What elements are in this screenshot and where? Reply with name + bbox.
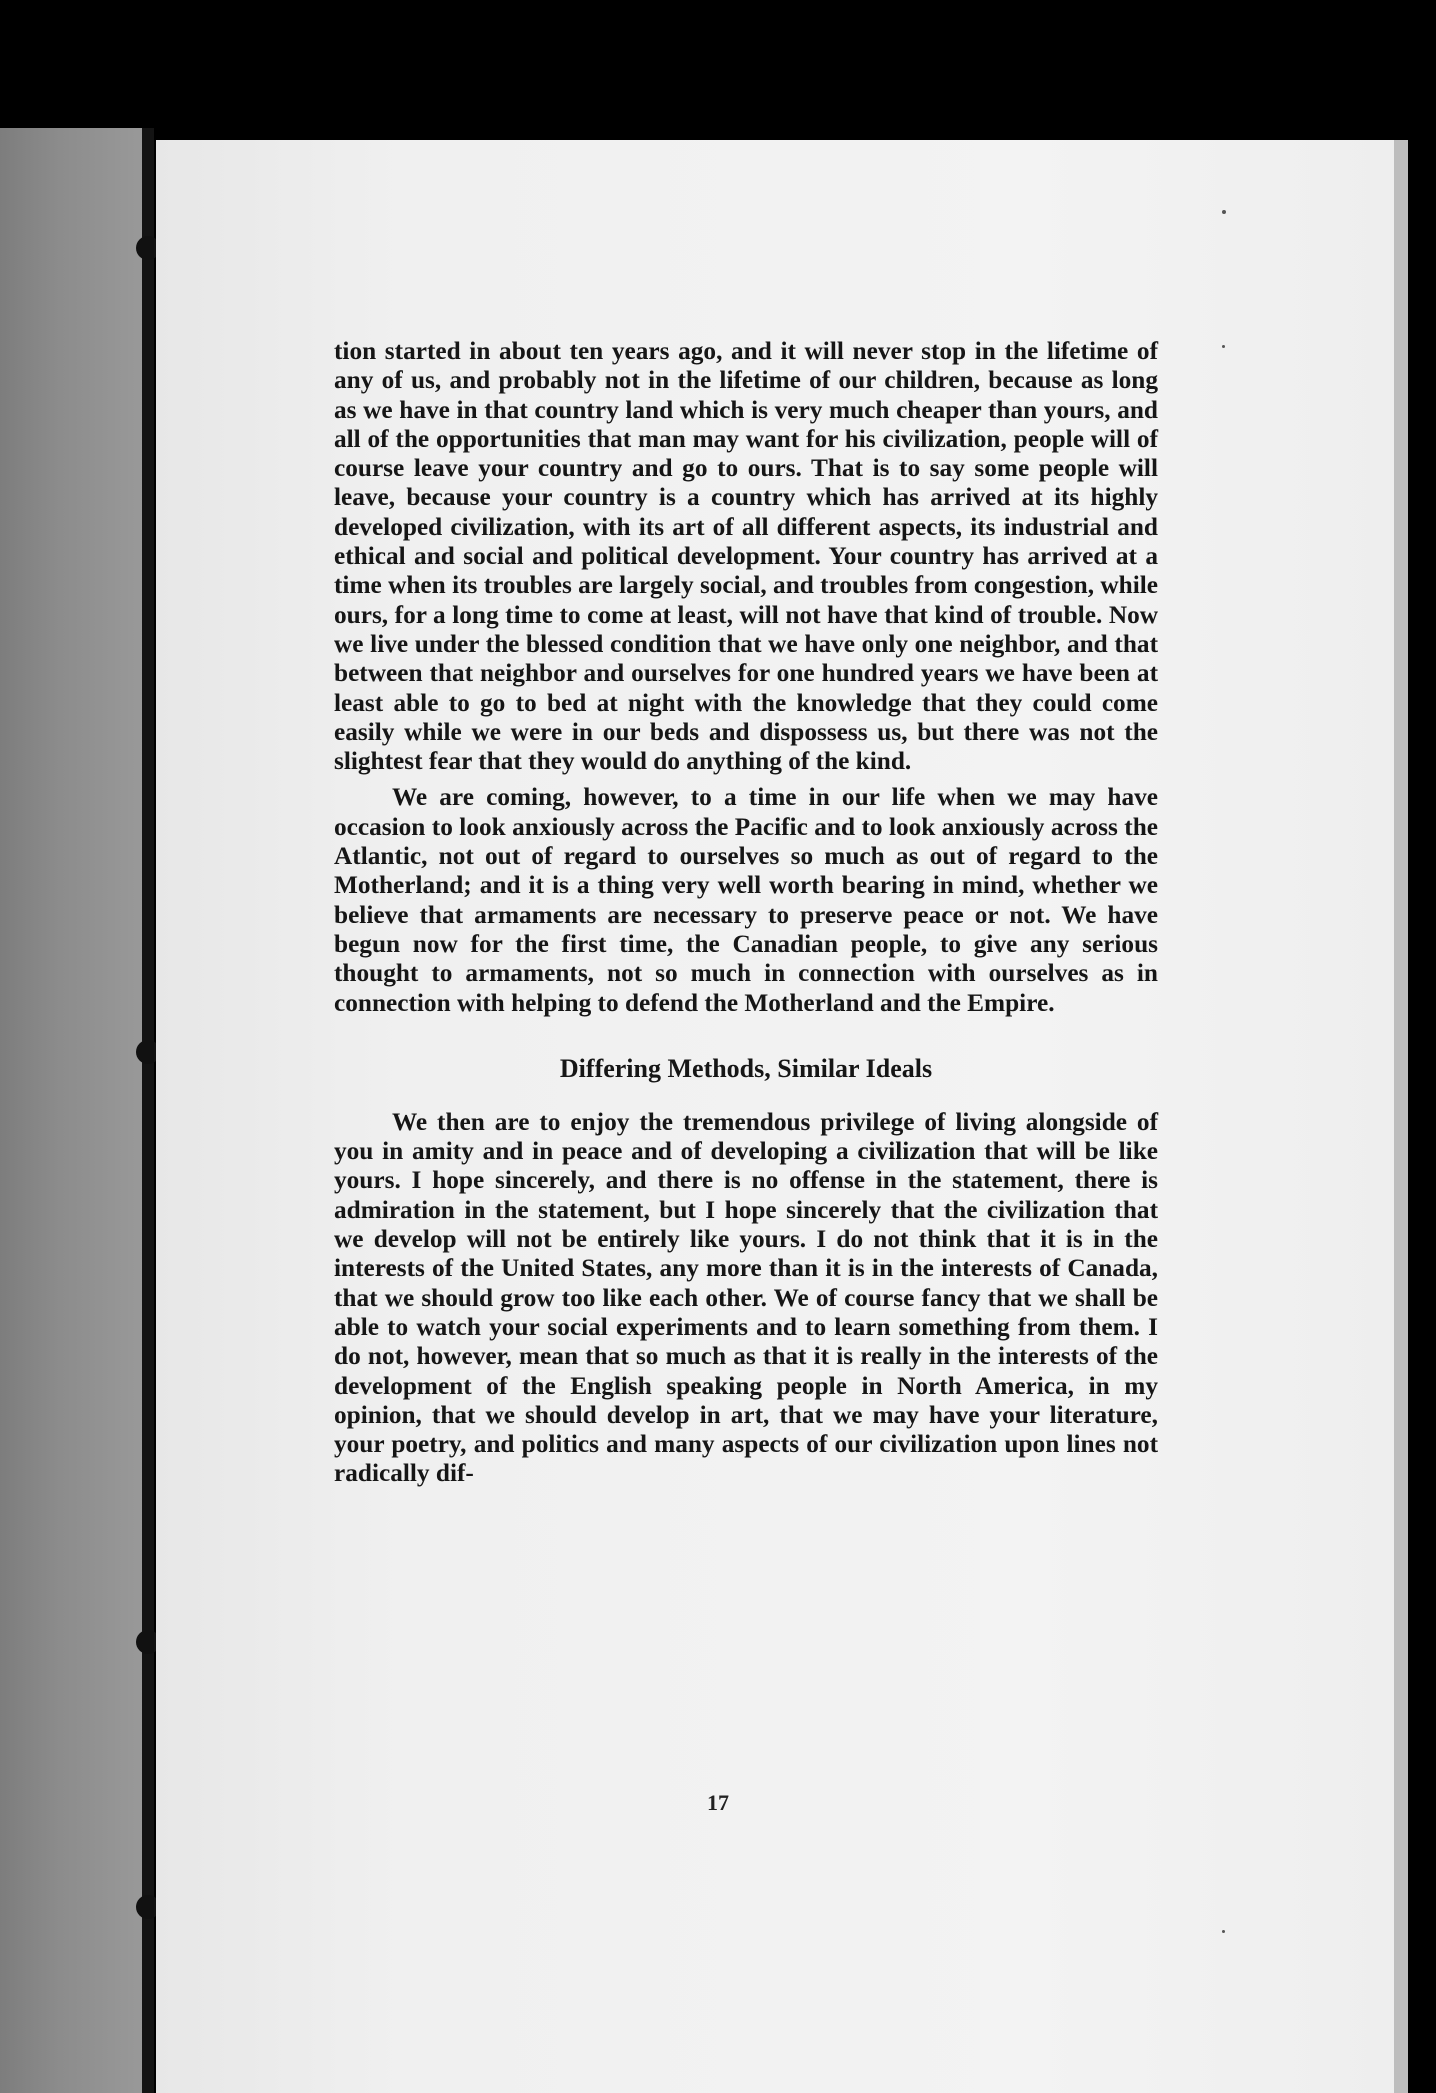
page-number: 17 — [707, 1790, 729, 1815]
section-heading: Differing Methods, Similar Ideals — [559, 1053, 933, 1083]
scan-speck — [1222, 1930, 1225, 1933]
scan-speck — [1222, 210, 1226, 214]
paragraph: We are coming, however, to a time in our life when we may have occasion to look anxiously across the Pacific and to look anxiously across the Atlantic, not out of regard to ourselves so much as out of regard to the Motherland; and it is a thing very well worth bearing in mind, whether we believe that armaments are necessary to preserve peace or not. We have begun now for the first time, the Canadian people, to give any serious thought to armaments, not so much in connection with ourselves as in connection with helping to defend the Motherland and the Empire. — [334, 783, 1158, 1017]
scan-speck — [1222, 345, 1225, 348]
body-text — [334, 337, 1158, 1489]
paragraph: We then are to enjoy the tremendous privilege of living alongside of you in amity and in peace and of developing a civilization that will be like yours. I hope sincerely, and there is no offense in the statement, there is admiration in the statement, but I hope sincerely that the civilization that we develop will not be entirely like yours. I do not think that it is in the interests of the United States, any more than it is in the interests of Canada, that we should grow too like each other. We of course fancy that we shall be able to watch your social experiments and to learn something from them. I do not, however, mean that so much as that it is really in the interests of the development of the English speaking people in North America, in my opinion, that we should develop in art, that we may have your literature, your poetry, and politics and many aspects of our civilization upon lines not radically dif- — [334, 1107, 1158, 1488]
paragraph: tion started in about ten years ago, and it will never stop in the lifetime of any of us, and probably not in the lifetime of our children, because as long as we have in that country land which is very much cheaper than yours, and all of the opportunities that man may want for his civilization, people will of course leave your country and go to ours. That is to say some people will leave, because your country is a country which has arrived at its highly developed civilization, with its art of all different aspects, its industrial and ethical and social and political development. Your country has arrived at a time when its troubles are largely social, and troubles from congestion, while ours, for a long time to come at least, will not have that kind of trouble. Now we live under the blessed condition that we have only one neighbor, and that between that neighbor and ourselves for one hundred years we have been at least able to go to bed at night with the knowledge that they could come easily while we were in our beds and dispossess us, but there was not the slightest fear that they would do anything of the kind. — [334, 337, 1158, 776]
